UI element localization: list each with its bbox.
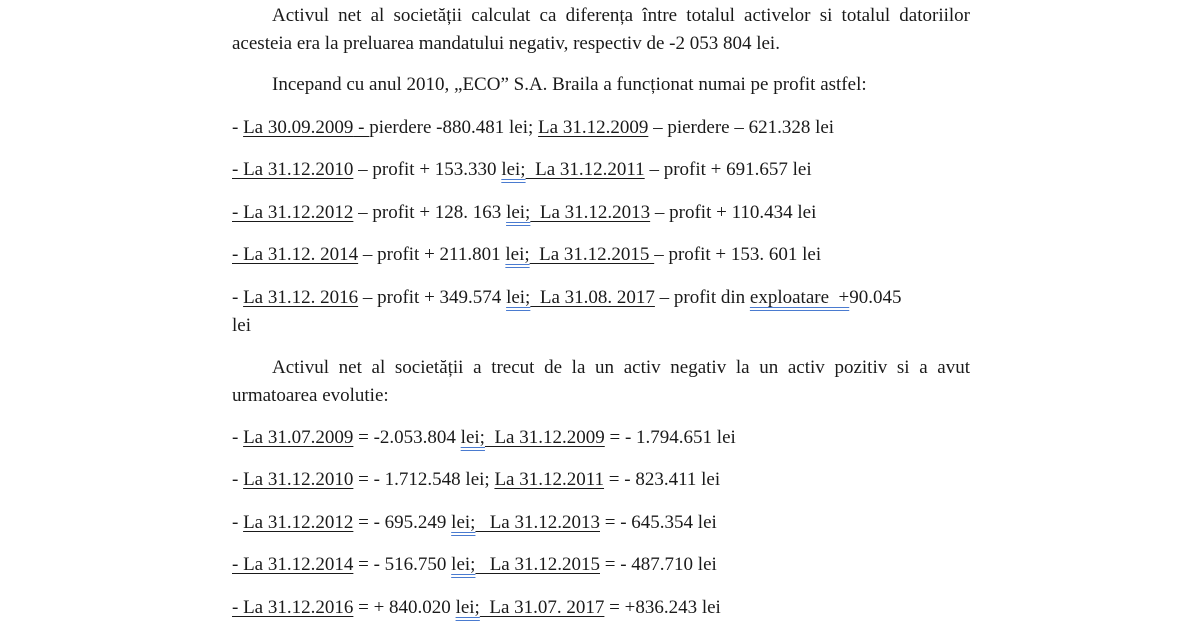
text-segment: La 31.12. 2016 [243,287,359,308]
text-segment: = + 840.020 [353,597,456,618]
text-segment: - [232,512,244,533]
text-segment: La 31.12.2013 [475,512,600,533]
text-segment: Activul net al societății a trecut de la un activ negativ la un activ pozitiv si a avut urmatoarea evolutie: [232,357,970,406]
text-segment: La 31.12.2011 [494,469,605,490]
text-segment: lei; [501,159,526,180]
text-segment: = +836.243 lei [604,597,721,618]
text-segment: – profit din [654,287,750,308]
text-segment: - [232,117,244,138]
text-segment: La 31.12.2015 [475,554,600,575]
profit-line [232,241,972,269]
asset-line [232,594,972,622]
text-segment: Incepand cu anul 2010, „ECO” S.A. Braila a funcționat numai pe profit astfel: [272,74,867,95]
text-segment: La 30.09.2009 [243,117,354,138]
text-segment: La 31.12.2010 [243,469,354,490]
text-segment: La 31.12.2015 [529,244,655,265]
profit-line [232,199,972,227]
text-segment: lei; [506,287,531,308]
text-segment: La 31.12.2011 [525,159,645,180]
text-segment: - La 31.12.2012 [232,202,354,223]
text-segment: lei; [451,512,476,533]
text-segment: La 31.12.2013 [530,202,651,223]
asset-line [232,466,972,494]
paragraph-net-assets-evolution [232,354,970,410]
text-segment: La 31.07.2009 [243,427,354,448]
text-segment: = - 1.794.651 lei [604,427,736,448]
text-segment: – pierdere – 621.328 lei [648,117,835,138]
text-segment: - La 31.12.2014 [232,554,354,575]
text-segment: = -2.053.804 [353,427,461,448]
text-segment: - [232,287,244,308]
text-segment: lei; [506,202,531,223]
text-segment: Activul net al societății calculat ca diferența între totalul activelor si totalul datoriilor acesteia era la preluarea mandatului negativ, respectiv de -2 053 804 lei. [232,5,970,54]
text-segment: lei; [455,597,480,618]
profit-line [232,156,972,184]
text-segment: lei [232,315,251,336]
asset-line [232,424,972,452]
text-segment: – profit + 211.801 [358,244,506,265]
text-segment: - La 31.12. 2014 [232,244,359,265]
paragraph-profit-intro [232,71,970,99]
text-segment: - La 31.12.2016 [232,597,354,618]
text-segment: La 31.12.2009 [538,117,649,138]
text-segment: = - 823.411 lei [604,469,721,490]
text-segment: La 31.12.2012 [243,512,354,533]
text-segment: – profit + 691.657 lei [644,159,812,180]
text-segment: - [232,427,244,448]
text-segment: - [353,117,370,138]
paragraph-net-assets-intro [232,2,970,58]
text-segment: – profit + 153. 601 lei [654,244,822,265]
text-segment: = - 516.750 [353,554,452,575]
text-segment: La 31.07. 2017 [479,597,605,618]
asset-line [232,551,972,579]
profit-line-tail [232,312,972,340]
text-segment: - [232,469,244,490]
text-segment: - La 31.12.2010 [232,159,354,180]
text-segment: lei; [460,427,485,448]
text-segment: – profit + 128. 163 [353,202,507,223]
profit-line [232,114,972,142]
profit-line [232,284,972,312]
text-segment: lei; [451,554,476,575]
text-segment: pierdere -880.481 lei; [369,117,539,138]
text-segment: lei; [505,244,530,265]
text-segment: – profit + 349.574 [358,287,507,308]
text-segment: – profit + 110.434 lei [650,202,817,223]
text-segment: exploatare + [749,287,850,308]
text-segment: La 31.08. 2017 [530,287,655,308]
text-segment: – profit + 153.330 [353,159,502,180]
text-segment: = - 1.712.548 lei; [353,469,495,490]
asset-line [232,509,972,537]
text-segment: 90.045 [849,287,902,308]
text-segment: = - 695.249 [353,512,452,533]
text-segment: = - 645.354 lei [600,512,717,533]
text-segment: = - 487.710 lei [600,554,717,575]
text-segment: La 31.12.2009 [484,427,605,448]
